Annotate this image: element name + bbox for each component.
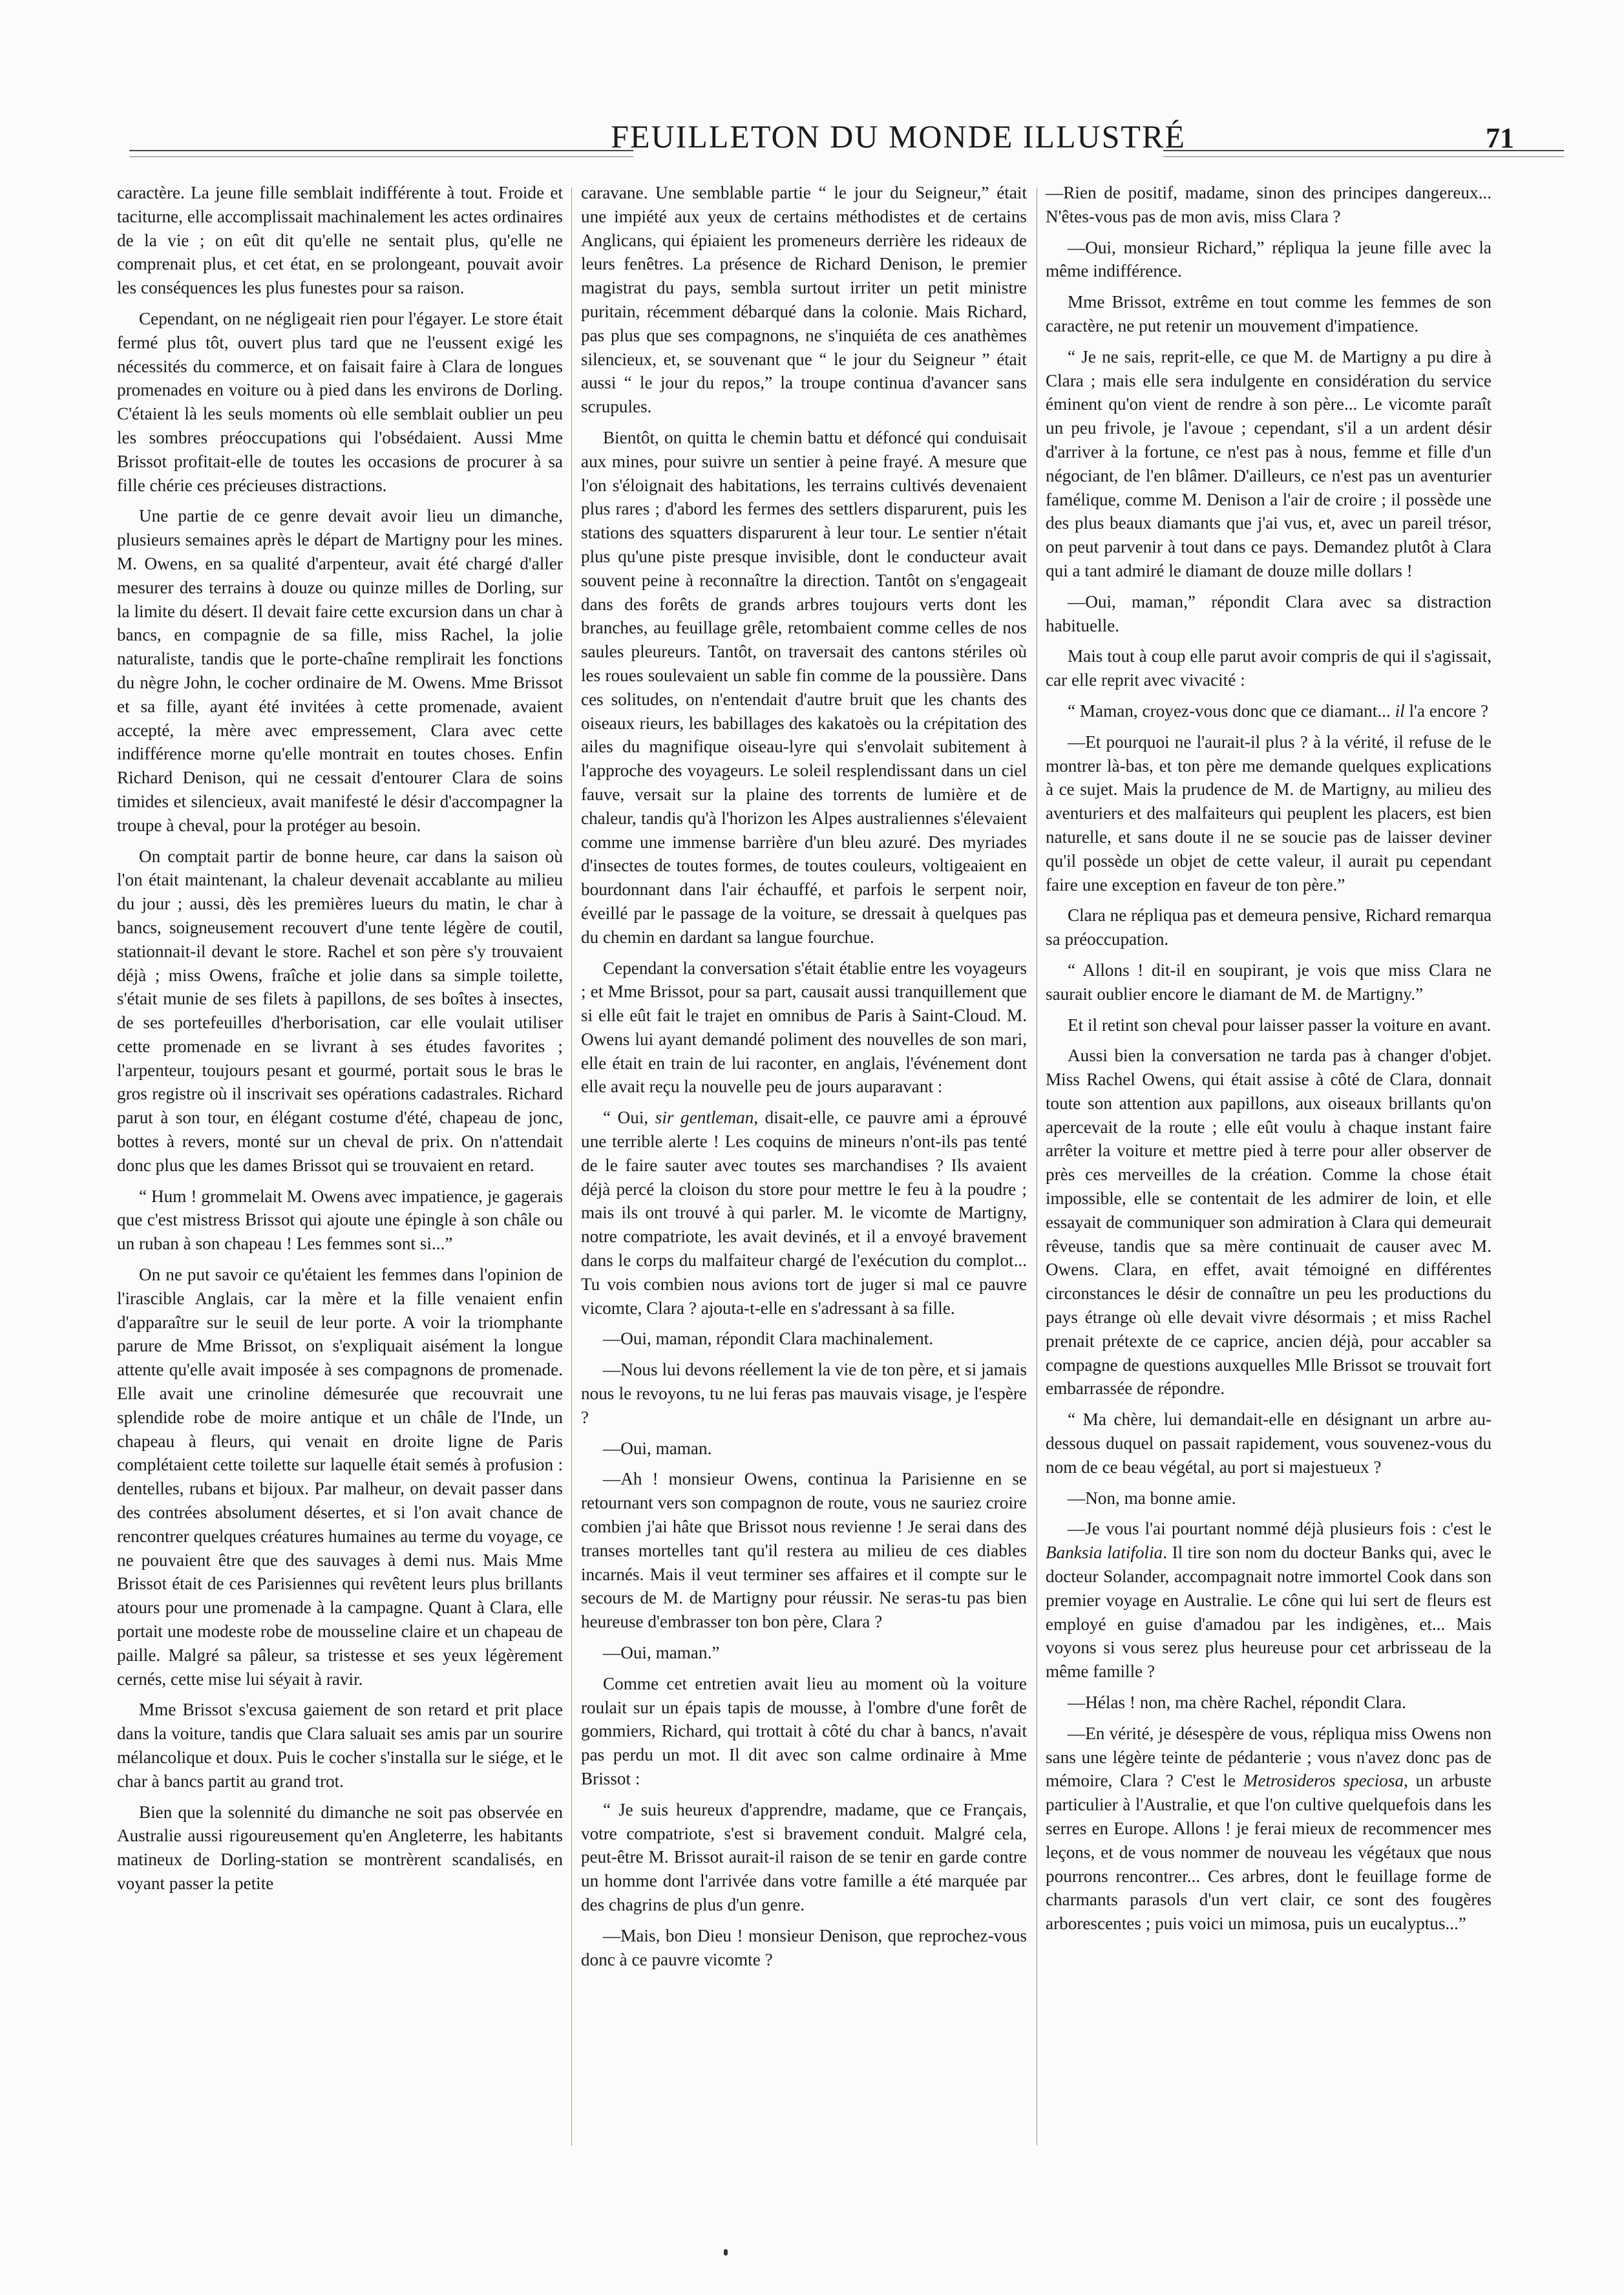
- paragraph: —Oui, maman,” répondit Clara avec sa distraction habituelle.: [1046, 591, 1492, 635]
- paragraph: On comptait partir de bonne heure, car dans la saison où l'on était maintenant, la chaleur devenait accablante au milieu du jour ; aussi, dès les premières lueurs du matin, le char à bancs, soigneusement recouvert d'une tente légère de coutil, stationnait-il devant le store. Rachel et son père s'y trouvaient déjà ; miss Owens, fraîche et jolie dans sa simple toilette, s'était munie de ses filets à papillons, de ses boîtes à insectes, de ses portefeuilles d'herborisation, car elle voulait utiliser cette promenade en se livrant à ses études favorites ; l'arpenteur, toujours pesant et gourmé, portait sous le bras le gros registre où il inscrivait ses opérations cadastrales. Richard parut à son tour, en élégant costume d'été, chapeau de jonc, bottes à revers, monté sur un cheval de prix. On n'attendait donc plus que les dames Brissot qui se trouvaient en retard.: [117, 846, 563, 1175]
- paragraph: —En vérité, je désespère de vous, répliqua miss Owens non sans une légère teinte de pédanterie ; vous n'avez donc pas de mémoire, Clara ? C'est le Metrosideros speciosa, un arbuste particulier à l'Australie, et que l'on cultive quelquefois dans les serres en Europe. Allons ! je ferai mieux de recommencer mes leçons, et de vous nommer de nouveau les végétaux que nous pourrons rencontrer... Ces arbres, dont le feuillage forme de charmants parasols d'un vert clair, ce sont des fougères arborescentes ; puis voici un mimosa, puis un eucalyptus...”: [1046, 1723, 1492, 1934]
- paragraph: —Hélas ! non, ma chère Rachel, répondit Clara.: [1068, 1693, 1406, 1713]
- paragraph: Clara ne répliqua pas et demeura pensive, Richard remarqua sa préoccupation.: [1046, 905, 1492, 949]
- text-column-3: [1046, 181, 1492, 1943]
- paragraph: —Rien de positif, madame, sinon des principes dangereux... N'êtes-vous pas de mon avis, miss Clara ?: [1046, 183, 1492, 226]
- paragraph: Bien que la solennité du dimanche ne soit pas observée en Australie aussi rigoureusement qu'en Angleterre, les habitants matineux de Dorling-station se montrèrent scandalisés, en voyant passer la petite: [117, 1802, 563, 1893]
- paragraph: “ Je suis heureux d'apprendre, madame, que ce Français, votre compatriote, s'est si bravement conduit. Malgré cela, peut-être M. Brissot aurait-il raison de se tenir en garde contre un homme dont l'arrivée dans votre famille a été marquée par des chagrins de plus d'un genre.: [581, 1799, 1027, 1914]
- paragraph: Mais tout à coup elle parut avoir compris de qui il s'agissait, car elle reprit avec vivacité :: [1046, 646, 1492, 690]
- header-rule-left: [129, 150, 633, 151]
- paragraph: Aussi bien la conversation ne tarda pas à changer d'objet. Miss Rachel Owens, qui était assise à côté de Clara, donnait toute son attention aux papillons, aux oiseaux brillants qu'on apercevait de la route ; elle eût voulu à chaque instant faire arrêter la voiture et mettre pied à terre pour aller observer de près ces merveilles de la création. Comme la chose était impossible, elle se contentait de les admirer de loin, et elle essayait de communiquer son admiration à Clara qui demeurait rêveuse, tandis que sa mère continuait de causer avec M. Owens. Clara, en effet, avait témoigné en différentes circonstances le désir de connaître un peu les productions du pays étrange où elle devait vivre désormais ; et miss Rachel prenait prétexte de ce caprice, ancien déjà, pour accabler sa compagne de questions auxquelles Mlle Brissot se trouvait fort embarrassée de répondre.: [1046, 1046, 1492, 1399]
- paragraph: —Oui, maman.: [603, 1438, 712, 1458]
- paragraph: “ Oui, sir gentleman, disait-elle, ce pauvre ami a éprouvé une terrible alerte ! Les coquins de mineurs n'ont-ils pas tenté de le faire sauter avec toutes ses marchandises ? Ils avaient déjà percé la cloison du store pour mettre le feu à la poudre ; mais ils ont trouvé à qui parler. M. le vicomte de Martigny, notre compatriote, les avait devinés, et il a envoyé bravement dans le corps du malfaiteur chargé de l'exécution du complot... Tu vois combien nous avions tort de juger si mal ce pauvre vicomte, Clara ? ajouta-t-elle en s'adressant à sa fille.: [581, 1108, 1027, 1318]
- paragraph: Bientôt, on quitta le chemin battu et défoncé qui conduisait aux mines, pour suivre un sentier à peine frayé. A mesure que l'on s'éloignait des habitations, les terrains cultivés devenaient plus rares ; d'abord les fermes des settlers disparurent, puis les stations des squatters disparurent à leur tour. Le sentier n'était plus qu'une piste presque invisible, dont le conducteur avait souvent peine à reconnaître la direction. Tantôt on s'engageait dans des forêts de grands arbres toujours verts dont les branches, au feuillage grêle, retombaient comme celles de nos saules pleureurs. Tantôt, on traversait des cantons stériles où les roues soulevaient un sable fin comme de la poussière. Dans ces solitudes, on n'entendait d'autre bruit que les chants des oiseaux rieurs, les babillages des kakatoès ou la crépitation des ailes du magnifique oiseau-lyre qui s'envolait subitement à l'approche des voyageurs. Le soleil resplendissant dans un ciel fauve, versait sur la plaine des torrents de lumière et de chaleur, tandis qu'à l'horizon les Alpes australiennes s'élevaient comme une immense barrière d'un bleu azuré. Des myriades d'insectes de toutes formes, de toutes couleurs, voltigeaient en bourdonnant dans l'air échauffé, et parfois le serpent noir, éveillé par le passage de la voiture, se dressait à quelques pas du chemin en dardant sa langue fourchue.: [581, 427, 1027, 947]
- column-divider: [571, 187, 572, 2146]
- paragraph: “ Hum ! grommelait M. Owens avec impatience, je gagerais que c'est mistress Brissot qui ajoute une épingle à son châle ou un ruban à son chapeau ! Les femmes sont si...”: [117, 1186, 563, 1254]
- paragraph: Une partie de ce genre devait avoir lieu un dimanche, plusieurs semaines après le départ de Martigny pour les mines. M. Owens, en sa qualité d'arpenteur, avait été chargé d'aller mesurer des terrains à douze ou quinze milles de Dorling, sur la limite du désert. Il devait faire cette excursion dans un char à bancs, en compagnie de sa fille, miss Rachel, la jolie naturaliste, tandis que le porte-chaîne remplirait les fonctions du nègre John, le cocher ordinaire de M. Owens. Mme Brissot et sa fille, ayant été invitées à cette promenade, avaient accepté, la mère avec empressement, Clara avec cette indifférence morne qu'elle montrait en toutes choses. Enfin Richard Denison, qui ne cessait d'entourer Clara de soins timides et silencieux, avait manifesté le désir d'accompagner la troupe à cheval, pour la protéger au besoin.: [117, 506, 563, 835]
- paragraph: —Oui, maman, répondit Clara machinalement.: [603, 1329, 934, 1349]
- paragraph: On ne put savoir ce qu'étaient les femmes dans l'opinion de l'irascible Anglais, car la mère et la fille venaient enfin d'apparaître sur le seuil de leur porte. A voir la triomphante parure de Mme Brissot, on s'expliquait aisément la longue attente qu'elle avait imposée à ses compagnons de promenade. Elle avait une crinoline démesurée que recouvrait une splendide robe de moire antique et un châle de l'Inde, un chapeau à fleurs, qui venait en droite ligne de Paris complétaient cette toilette sur laquelle était semés à profusion : dentelles, rubans et bijoux. Par malheur, on devait passer dans des contrées absolument désertes, et si l'on avait chance de rencontrer quelques créatures humaines au terme du voyage, ce ne pouvaient être que des sauvages à demi nus. Mais Mme Brissot était de ces Parisiennes qui revêtent leurs plus brillants atours pour une promenade à la campagne. Quant à Clara, elle portait une modeste robe de mousseline claire et un chapeau de paille. Malgré sa pâleur, sa tristesse et ses yeux légèrement cernés, cette mise lui séyait à ravir.: [117, 1265, 563, 1689]
- paragraph: —Mais, bon Dieu ! monsieur Denison, que reprochez-vous donc à ce pauvre vicomte ?: [581, 1925, 1027, 1969]
- paragraph: caractère. La jeune fille semblait indifférente à tout. Froide et taciturne, elle accomplissait machinalement les actes ordinaires de la vie ; on eût dit qu'elle ne sentait plus, qu'elle ne comprenait plus, et cet état, en se prolongeant, pouvait avoir les conséquences les plus funestes pour sa raison.: [117, 183, 563, 298]
- header-rule-left-thin: [129, 156, 633, 157]
- paragraph: Mme Brissot s'excusa gaiement de son retard et prit place dans la voiture, tandis que Clara saluait ses amis par un sourire mélancolique et doux. Puis le cocher s'installa sur le siége, et le char à bancs partit au grand trot.: [117, 1700, 563, 1791]
- paragraph: Et il retint son cheval pour laisser passer la voiture en avant.: [1068, 1015, 1492, 1035]
- paragraph: —Oui, maman.”: [603, 1643, 720, 1663]
- paragraph: —Et pourquoi ne l'aurait-il plus ? à la vérité, il refuse de le montrer là-bas, et ton père me demande quelques explications à ce sujet. Mais la prudence de M. de Martigny, au milieu des aventuriers et des malfaiteurs qui peuplent les placers, est bien naturelle, et sans doute il ne se soucie pas de laisser deviner qu'il possède un objet de cette valeur, il aurait pu cependant faire une exception en faveur de ton père.”: [1046, 732, 1492, 894]
- header-rule-right-thin: [1163, 156, 1564, 157]
- paragraph: caravane. Une semblable partie “ le jour du Seigneur,” était une impiété aux yeux de certains méthodistes et de certains Anglicans, qui épiaient les promeneurs derrière les rideaux de leurs fenêtres. La présence de Richard Denison, le premier magistrat du pays, sembla surtout irriter un petit ministre puritain, récemment débarqué dans la colonie. Mais Richard, pas plus que ses compagnons, ne s'inquiéta de ces anathèmes silencieux, et, se souvenant que “ le jour du Seigneur ” était aussi “ le jour du repos,” la troupe continua d'avancer sans scrupules.: [581, 183, 1027, 417]
- paragraph: Mme Brissot, extrême en tout comme les femmes de son caractère, ne put retenir un mouvement d'impatience.: [1046, 292, 1492, 335]
- paragraph: “ Je ne sais, reprit-elle, ce que M. de Martigny a pu dire à Clara ; mais elle sera indulgente en considération du service éminent qu'on vient de rendre à son père... Le vicomte paraît un peu frivole, je l'avoue ; cependant, s'il a un ardent désir d'arriver à la fortune, ce n'est pas à nous, femme et fille d'un négociant, de l'en blâmer. D'ailleurs, ce n'est pas un aventurier famélique, comme M. Denison a l'air de croire ; il possède une des plus beaux diamants que j'ai vus, et, avec un pareil trésor, on peut parvenir à tout dans ce pays. Demandez plutôt à Clara qui a tant admiré le diamant de douze mille dollars !: [1046, 346, 1492, 580]
- paragraph: Cependant la conversation s'était établie entre les voyageurs ; et Mme Brissot, pour sa part, causait aussi tranquillement que si elle eût fait le trajet en omnibus de Paris à Saint-Cloud. M. Owens lui ayant demandé poliment des nouvelles de son mari, elle était en train de lui raconter, en anglais, l'événement dont elle avait reçu la nouvelle peu de jours auparavant :: [581, 958, 1027, 1097]
- paragraph: Cependant, on ne négligeait rien pour l'égayer. Le store était fermé plus tôt, ouvert plus tard que ne l'eussent exigé les nécessités du commerce, et on faisait faire à Clara de longues promenades en voiture ou à pied dans les environs de Dorling. C'étaient là les seuls moments où elle semblait oublier un peu les sombres préoccupations qui l'obsédaient. Aussi Mme Brissot profitait-elle de toutes les occasions de procurer à sa fille chérie ces précieuses distractions.: [117, 308, 563, 495]
- page-title: FEUILLETON DU MONDE ILLUSTRÉ: [611, 118, 1186, 154]
- paragraph: “ Ma chère, lui demandait-elle en désignant un arbre au-dessous duquel on passait rapidement, vous souvenez-vous du nom de ce beau végétal, au port si majestueux ?: [1046, 1410, 1492, 1477]
- page-number: 71: [1486, 122, 1514, 154]
- text-column-2: [581, 181, 1027, 1978]
- paragraph: “ Maman, croyez-vous donc que ce diamant... il l'a encore ?: [1068, 701, 1489, 721]
- paragraph: —Oui, monsieur Richard,” répliqua la jeune fille avec la même indifférence.: [1046, 237, 1492, 281]
- paragraph: —Je vous l'ai pourtant nommé déjà plusieurs fois : c'est le Banksia latifolia. Il tire son nom du docteur Banks qui, avec le docteur Solander, accompagnait notre immortel Cook dans son premier voyage en Australie. Le cône qui lui sert de fleurs est employé en guise d'amadou par les indigènes, et... Mais voyons si vous serez plus heureuse pour cet arbrisseau de la même famille ?: [1046, 1519, 1492, 1682]
- paragraph: —Nous lui devons réellement la vie de ton père, et si jamais nous le revoyons, tu ne lui feras pas mauvais visage, je l'espère ?: [581, 1360, 1027, 1427]
- paragraph: “ Allons ! dit-il en soupirant, je vois que miss Clara ne saurait oublier encore le diamant de M. de Martigny.”: [1046, 960, 1492, 1004]
- paragraph: —Ah ! monsieur Owens, continua la Parisienne en se retournant vers son compagnon de route, vous ne sauriez croire combien j'ai hâte que Brissot nous revienne ! Je serai dans des transes mortelles tant qu'il restera au milieu de ces diables incarnés. Mais il veut terminer ses affaires et il compte sur le secours de M. de Martigny pour réussir. Ne seras-tu pas bien heureuse d'embrasser ton bon père, Clara ?: [581, 1469, 1027, 1632]
- print-speck: [724, 2249, 728, 2256]
- paragraph: —Non, ma bonne amie.: [1068, 1488, 1236, 1508]
- page-header: [97, 116, 1527, 168]
- paragraph: Comme cet entretien avait lieu au moment où la voiture roulait sur un épais tapis de mousse, à l'ombre d'une forêt de gommiers, Richard, qui trottait à côté du char à bancs, n'avait pas perdu un mot. Il dit avec son calme ordinaire à Mme Brissot :: [581, 1673, 1027, 1788]
- text-column-1: [117, 181, 563, 1903]
